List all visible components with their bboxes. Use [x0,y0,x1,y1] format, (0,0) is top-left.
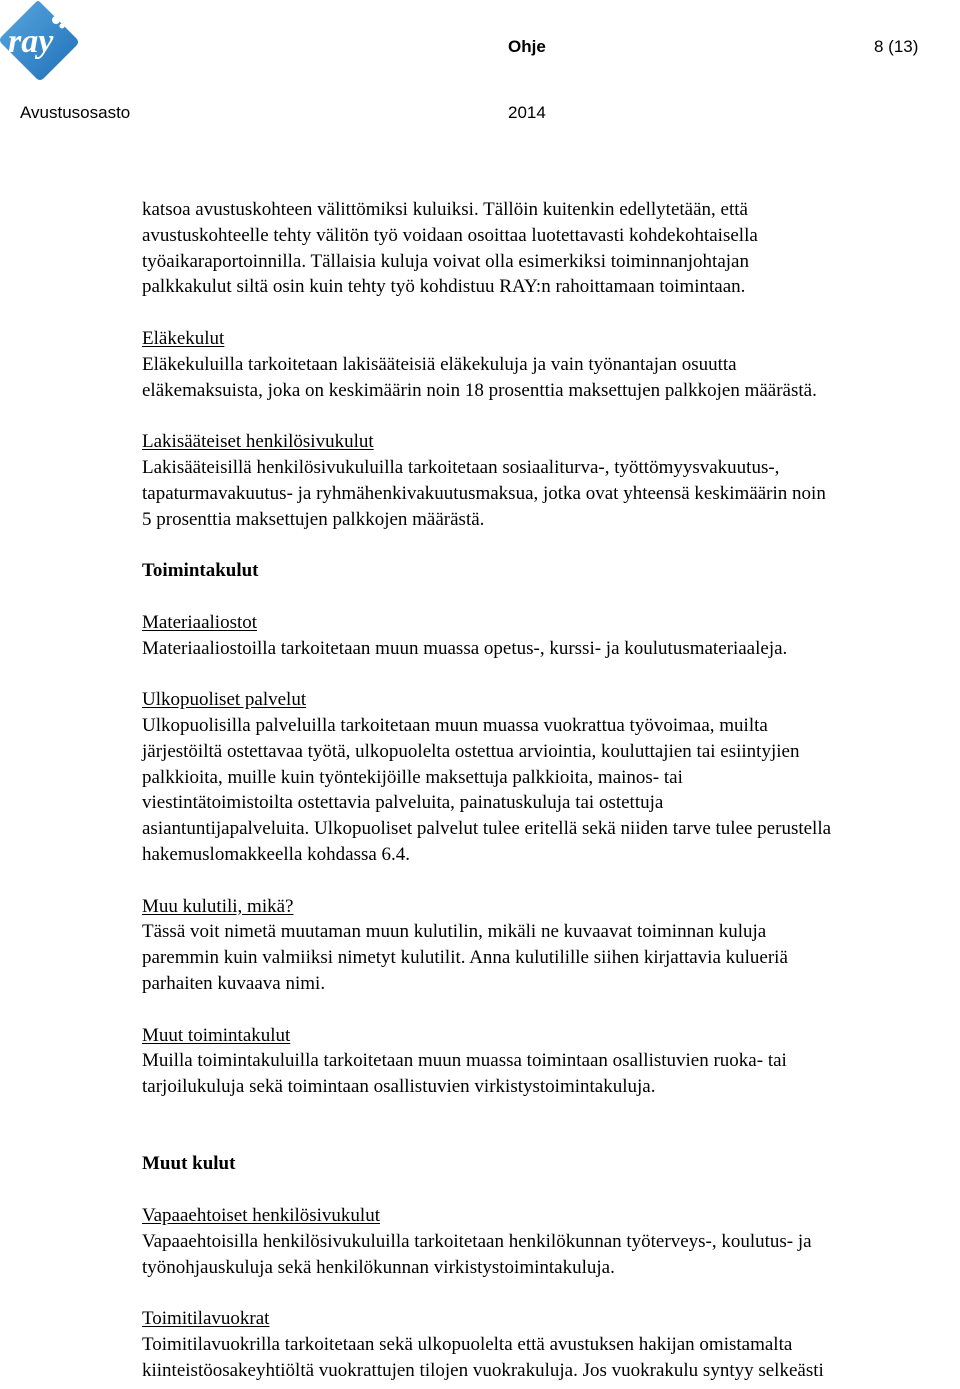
text-line: työnohjauskuluja sekä henkilökunnan virkistystoimintakuluja. [142,1256,615,1278]
text-line: Eläkekuluilla tarkoitetaan lakisääteisiä eläkekuluja ja vain työnantajan osuutta [142,353,737,375]
document-title: Ohje [508,37,546,56]
department-name: Avustusosasto [20,103,131,122]
section-elakekulut [142,326,960,403]
section-toimintakulut [142,558,960,584]
text-line: työaikaraportoinnilla. Tällaisia kuluja voivat olla esimerkiksi toiminnanjohtajan [142,250,749,272]
section-heading: Vapaaehtoiset henkilösivukulut [142,1205,380,1227]
main-heading: Muut kulut [142,1153,236,1175]
logo-text: ray [8,23,54,60]
ray-logo [0,0,80,82]
section-heading: Ulkopuoliset palvelut [142,689,307,711]
section-heading: Muu kulutili, mikä? [142,895,294,917]
section-heading: Eläkekulut [142,327,225,349]
text-line: Materiaaliostoilla tarkoitetaan muun muassa opetus-, kurssi- ja koulutusmateriaaleja. [142,637,788,659]
section-heading: Toimitilavuokrat [142,1308,270,1330]
section-heading: Lakisääteiset henkilösivukulut [142,431,374,453]
page-number: 8 (13) [874,37,919,56]
text-line: tarjoilukuluja sekä toimintaan osallistuvien virkistystoimintakuluja. [142,1076,656,1098]
text-line: viestintätoimistoilta ostettavia palveluita, painatuskuluja tai ostettuja [142,792,664,814]
section-muut-toimintakulut [142,1023,960,1100]
text-line: paremmin kuin valmiiksi nimetyt kulutilit. Anna kulutilille siihen kirjattavia kulueriä [142,947,788,969]
text-line: eläkemaksuista, joka on keskimäärin noin 18 prosenttia maksettujen palkkojen määrästä. [142,379,817,401]
text-line: Vapaaehtoisilla henkilösivukuluilla tarkoitetaan henkilökunnan työterveys-, koulutus- ja [142,1230,812,1252]
text-line: hakemuslomakkeella kohdassa 6.4. [142,843,411,865]
intro-paragraph [142,197,960,300]
text-line: avustuskohteelle tehty välitön työ voidaan osoittaa luotettavasti kohdekohtaisella [142,224,758,246]
text-line: Tässä voit nimetä muutaman muun kulutilin, mikäli ne kuvaavat toiminnan kuluja [142,921,767,943]
section-lakisaateiset [142,429,960,532]
document-body [142,197,960,1384]
document-year: 2014 [508,103,546,122]
section-materiaaliostot [142,610,960,662]
section-ulkopuoliset [142,687,960,868]
section-heading: Materiaaliostot [142,611,258,633]
text-line: tapaturmavakuutus- ja ryhmähenkivakuutusmaksua, jotka ovat yhteensä keskimäärin noin [142,482,826,504]
text-line: parhaiten kuvaava nimi. [142,972,326,994]
main-heading: Toimintakulut [142,560,259,582]
section-heading: Muut toimintakulut [142,1024,291,1046]
section-toimitilavuokrat [142,1306,960,1383]
text-line: Ulkopuolisilla palveluilla tarkoitetaan muun muassa vuokrattua työvoimaa, muilta [142,714,768,736]
text-line: asiantuntijapalveluita. Ulkopuoliset palvelut tulee eritellä sekä niiden tarve tulee perustella [142,818,832,840]
section-muu-kulutili [142,894,960,997]
text-line: kiinteistöosakeyhtiöltä vuokrattujen tilojen vuokrakuluja. Jos vuokrakulu syntyy selkeästi [142,1359,824,1381]
text-line: 5 prosenttia maksettujen palkkojen määrästä. [142,508,485,530]
text-line: palkkakulut siltä osin kuin tehty työ kohdistuu RAY:n rahoittamaan toimintaan. [142,276,746,298]
text-line: palkkioita, muille kuin työntekijöille maksettuja palkkioita, mainos- tai [142,766,683,788]
section-muut-kulut [142,1151,960,1177]
text-line: järjestöiltä ostettavaa työtä, ulkopuolelta ostettua arviointia, kouluttajien tai esiintyjien [142,740,800,762]
section-vapaaehtoiset [142,1203,960,1280]
text-line: Toimitilavuokrilla tarkoitetaan sekä ulkopuolelta että avustuksen hakijan omistamalta [142,1334,793,1356]
text-line: Lakisääteisillä henkilösivukuluilla tarkoitetaan sosiaaliturva-, työttömyysvakuutus-, [142,456,780,478]
text-line: katsoa avustuskohteen välittömiksi kuluiksi. Tällöin kuitenkin edellytetään, että [142,199,748,220]
text-line: Muilla toimintakuluilla tarkoitetaan muun muassa toimintaan osallistuvien ruoka- tai [142,1050,787,1072]
